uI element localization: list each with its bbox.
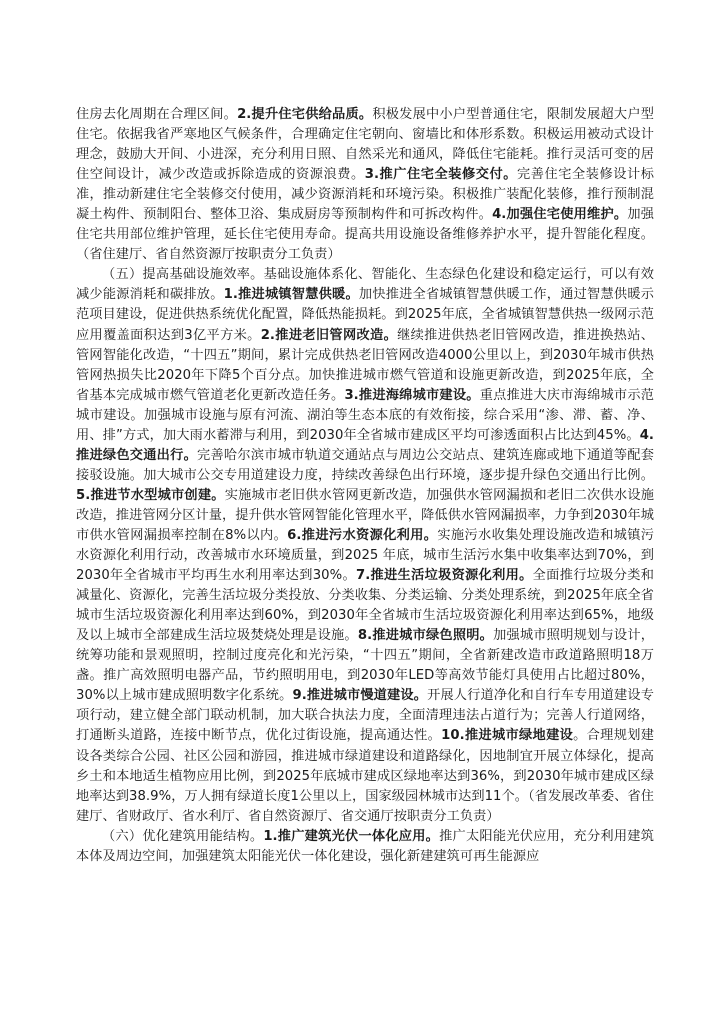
text-run: （六）优化建筑用能结构。 <box>102 828 264 844</box>
text-run: 重点推进大庆市海绵城市示范城市建设。加强城市设施与原有河流、湖泊等生态本底的有效衔接，综合采用“渗、滞、蓄、净、用、排”方式，加大雨水蓄滞与利用，到2030年全省城市建成区平均可渗透面积占比达到45%。 <box>76 387 654 443</box>
bold-heading-run: 4.加强住宅使用维护。 <box>492 207 628 223</box>
text-run: 开展人行道净化和自行车专用道建设专项行动，建立健全部门联动机制，加大联合执法力度，全面清理违法占道行为；完善人行道网络，打通断头道路，连接中断节点，优化过街设施，提高通达性。 <box>76 688 654 744</box>
bold-heading-run: 9.推进城市慢道建设。 <box>292 688 428 704</box>
bold-heading-run: 6.推进污水资源化利用。 <box>287 527 438 543</box>
bold-heading-run: 7.推进生活垃圾资源化利用。 <box>355 568 533 584</box>
text-run: 住房去化周期在合理区间。 <box>76 107 238 122</box>
bold-heading-run: 2.提升住宅供给品质。 <box>237 107 373 122</box>
text-run: 全面推行垃圾分类和减量化、资源化，完善生活垃圾分类投放、分类收集、分类运输、分类处理系统，到2025年底全省城市生活垃圾资源化利用率达到60%，到2030年全省城市生活垃圾资源化利用率达到65%，地级及以上城市全部建成生活垃圾焚烧处理是设施。 <box>76 568 655 644</box>
text-run: 加强住宅共用部位维护管理，延长住宅使用寿命。提高共用设施设备维修养护水平，提升智能化程度。（省住建厅、省自然资源厅按职责分工负责） <box>76 207 654 263</box>
bold-heading-run: 5.推进节水型城市创建。 <box>76 487 225 503</box>
bold-heading-run: 1.推进城镇智慧供暖。 <box>223 287 359 303</box>
document-page <box>76 105 654 867</box>
bold-heading-run: 10.推进城市绿地建设 <box>441 728 574 744</box>
text-run: （五）提高基础设施效率。基础设施体系化、智能化、生态绿色化建设和稳定运行，可以有效减少能源消耗和碳排放。 <box>76 267 654 303</box>
text-run: 完善住宅全装修设计标准，推动新建住宅全装修交付使用，减少资源消耗和环境污染。积极推广装配化装修，推行预制混凝土构件、预制阳台、整体卫浴、集成厨房等预制构件和可拆改构件。 <box>76 167 654 223</box>
text-run: 实施城市老旧供水管网更新改造，加强供水管网漏损和老旧二次供水设施改造，推进管网分区计量，提升供水管网智能化管理水平，降低供水管网漏损率，力争到2030年城市供水管网漏损率控制在8%以内。 <box>76 487 654 543</box>
bold-heading-run: 2.推进老旧管网改造。 <box>260 327 398 343</box>
bold-heading-run: 3.推广住宅全装修交付。 <box>364 167 517 183</box>
bold-heading-run: 8.推进城市绿色照明。 <box>357 628 494 644</box>
text-run: 推广太阳能光伏应用，充分利用建筑本体及周边空间，加强建筑太阳能光伏一体化建设，强化新建建筑可再生能源应 <box>76 828 654 864</box>
paragraph-infrastructure-efficiency <box>76 265 654 826</box>
paragraph-building-energy-structure <box>76 827 654 867</box>
bold-heading-run: 3.推进海绵城市建设。 <box>344 387 480 403</box>
text-run: 加强城市照明规划与设计，统筹功能和景观照明，控制过度亮化和光污染，“十四五”期间，全省新建改造市政道路照明18万盏。推广高效照明电器产品，节约照明用电，到2030年LED等高效节能灯具使用占比超过80%，30%以上城市建成照明数字化系统。 <box>76 628 654 704</box>
text-run: 继续推进供热老旧管网改造，推进换热站、管网智能化改造，“十四五”期间，累计完成供热老旧管网改造4000公里以上，到2030年城市供热管网热损失比2020年下降5个百分点。加快推进城市燃气管道和设施更新改造，到2025年底，全省基本完成城市燃气管道老化更新改造任务。 <box>76 327 654 403</box>
bold-heading-run: 1.推广建筑光伏一体化应用。 <box>263 828 440 844</box>
text-run: 积极发展中小户型普通住宅，限制发展超大户型住宅。依据我省严寒地区气候条件，合理确定住宅朝向、窗墙比和体形系数。积极运用被动式设计理念，鼓励大开间、小进深，充分利用日照、自然采光和通风，降低住宅能耗。推行灵活可变的居住空间设计，减少改造或拆除造成的资源浪费。 <box>76 107 654 183</box>
text-run: 实施污水收集处理设施改造和城镇污水资源化利用行动，改善城市水环境质量，到2025 年底，城市生活污水集中收集率达到70%，到2030年全省城市平均再生水利用率达到30%。 <box>76 527 654 584</box>
paragraph-housing-supply <box>76 105 654 265</box>
text-run: 完善哈尔滨市城市轨道交通站点与周边公交站点、建筑连廊或地下通道等配套接驳设施。加大城市公交专用道建设力度，持续改善绿色出行环境，逐步提升绿色交通出行比例。 <box>76 447 655 483</box>
text-run: 。合理规划建设各类综合公园、社区公园和游园，推进城市绿道建设和道路绿化，因地制宜开展立体绿化，提高乡土和本地适生植物应用比例，到2025年底城市建成区绿地率达到36%，到2030年城市建成区绿地率达到38.9%，万人拥有绿道长度1公里以上，国家级园林城市达到11个。（省发展改革委、省住建厅、省财政厅、省水利厅、省自然资源厅、省交通厅按职责分工负责） <box>76 728 654 824</box>
text-run: 加快推进全省城镇智慧供暖工作，通过智慧供暖示范项目建设，促进供热系统优化配置，降低热能损耗。到2025年底，全省城镇智慧供热一级网示范应用覆盖面积达到3亿平方米。 <box>76 287 654 343</box>
bold-heading-run: 4.推进绿色交通出行。 <box>76 427 654 463</box>
